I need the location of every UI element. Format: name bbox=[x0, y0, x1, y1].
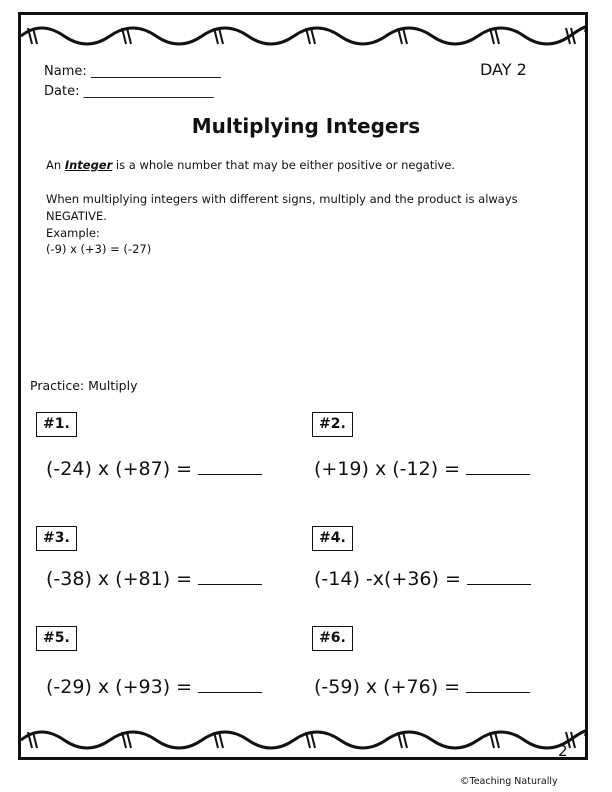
top-wavy-border-decoration bbox=[18, 14, 588, 54]
problem-1 bbox=[46, 458, 262, 480]
page-number: 2 bbox=[558, 742, 568, 760]
problem-expression: (-38) x (+81) = bbox=[46, 568, 193, 590]
problem-number-box: #1. bbox=[36, 412, 77, 437]
problem-3 bbox=[46, 568, 262, 590]
definition-prefix: An bbox=[46, 158, 65, 172]
practice-label: Practice: Multiply bbox=[30, 378, 138, 393]
problem-number-box: #5. bbox=[36, 626, 77, 651]
rule-line-2: NEGATIVE. bbox=[46, 209, 107, 223]
problem-expression: (+19) x (-12) = bbox=[314, 458, 461, 480]
example-equation: (-9) x (+3) = (-27) bbox=[46, 242, 152, 256]
problem-expression: (-29) x (+93) = bbox=[46, 676, 193, 698]
problem-expression: (-14) -x(+36) = bbox=[314, 568, 461, 590]
answer-blank[interactable] bbox=[466, 460, 530, 475]
problem-expression: (-59) x (+76) = bbox=[314, 676, 461, 698]
day-label: DAY 2 bbox=[480, 60, 527, 79]
problem-expression: (-24) x (+87) = bbox=[46, 458, 193, 480]
answer-blank[interactable] bbox=[198, 570, 262, 585]
definition-rest: is a whole number that may be either positive or negative. bbox=[112, 158, 456, 172]
example-label: Example: bbox=[46, 226, 100, 240]
name-field[interactable]: Name: ____________________ bbox=[44, 64, 221, 79]
answer-blank[interactable] bbox=[467, 570, 531, 585]
problem-2 bbox=[314, 458, 530, 480]
integer-definition bbox=[46, 158, 455, 172]
answer-blank[interactable] bbox=[198, 460, 262, 475]
copyright-notice: ©Teaching Naturally bbox=[460, 776, 558, 787]
problem-number-box: #4. bbox=[312, 526, 353, 551]
answer-blank[interactable] bbox=[466, 678, 530, 693]
date-field[interactable]: Date: ____________________ bbox=[44, 84, 214, 99]
worksheet-title: Multiplying Integers bbox=[191, 114, 421, 138]
bottom-wavy-border-decoration bbox=[18, 718, 588, 758]
problem-number-box: #6. bbox=[312, 626, 353, 651]
problem-number-box: #3. bbox=[36, 526, 77, 551]
rule-line-1: When multiplying integers with different signs, multiply and the product is always bbox=[46, 192, 518, 206]
problem-5 bbox=[46, 676, 262, 698]
problem-number-box: #2. bbox=[312, 412, 353, 437]
problem-6 bbox=[314, 676, 530, 698]
answer-blank[interactable] bbox=[198, 678, 262, 693]
definition-term: Integer bbox=[64, 158, 113, 172]
problem-4 bbox=[314, 568, 531, 590]
